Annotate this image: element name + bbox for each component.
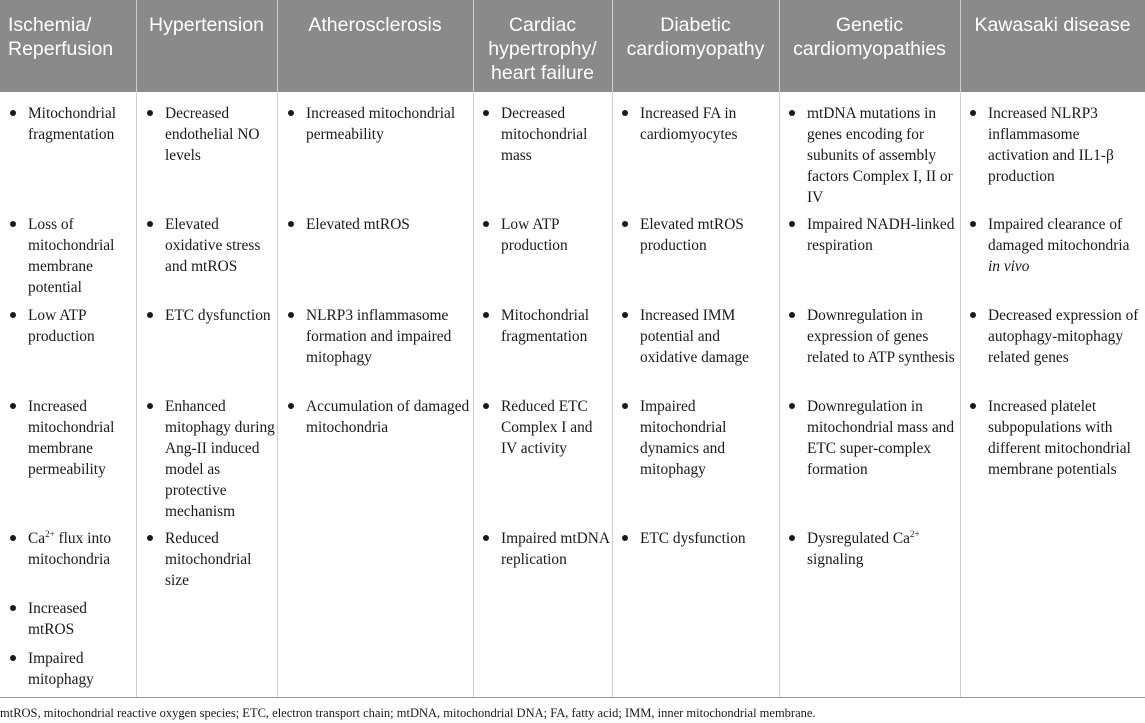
list-item: Downregulation in mitochondrial mass and ETC super-complex formation [789,396,957,480]
header-hypertension: Hypertension [149,14,264,36]
list-item: Low ATP production [483,214,610,256]
list-item: Increased mitochondrial permeability [288,103,470,145]
list-item: Impaired clearance of damaged mitochondria in vivo [970,214,1142,277]
list-item: ETC dysfunction [622,528,772,549]
list-item: $Ca^{2+}$ flux into mitochondria [10,528,134,570]
list-item: Decreased mitochondrial mass [483,103,610,166]
list-item: Increased platelet subpopulations with different mitochondrial membrane potentials [970,396,1142,480]
list-item: Mitochondrial fragmentation [10,103,134,145]
list-item: Elevated mtROS [288,214,470,235]
column-divider [779,0,780,697]
list-item: Elevated mtROS production [622,214,772,256]
list-item: Increased mitochondrial membrane permeability [10,396,134,480]
list-item: Increased FA in cardiomyocytes [622,103,772,145]
table-bottom-rule [0,697,1145,698]
column-divider [960,0,961,697]
list-item: Decreased endothelial NO levels [147,103,275,166]
list-item: Low ATP production [10,305,134,347]
column-divider [277,0,278,697]
list-item: Impaired NADH-linked respiration [789,214,957,256]
list-item: Reduced ETC Complex I and IV activity [483,396,610,459]
header-ischemia: Ischemia/ Reperfusion [8,14,114,60]
list-item: Increased IMM potential and oxidative damage [622,305,772,368]
header-kawasaki: Kawasaki disease [974,14,1131,36]
header-genetic-cardiomyopathies: Genetic cardiomyopathies [793,14,946,60]
list-item: Loss of mitochondrial membrane potential [10,214,134,298]
list-item: Elevated oxidative stress and mtROS [147,214,275,277]
table-footnote: mtROS, mitochondrial reactive oxygen species; ETC, electron transport chain; mtDNA, mitochondrial DNA; FA, fatty acid; IMM, inner mitochondrial membrane. [0,706,816,720]
list-item: ETC dysfunction [147,305,275,326]
list-item: Reduced mitochondrial size [147,528,275,591]
header-atherosclerosis: Atherosclerosis [308,14,442,36]
list-item: Increased NLRP3 inflammasome activation and IL1-β production [970,103,1142,187]
list-item: Impaired mitochondrial dynamics and mitophagy [622,396,772,480]
column-divider [473,0,474,697]
column-divider [612,0,613,697]
list-item: Increased mtROS [10,598,134,640]
list-item: NLRP3 inflammasome formation and impaired mitophagy [288,305,470,368]
list-item: Impaired mitophagy [10,648,134,690]
list-item: Mitochondrial fragmentation [483,305,610,347]
column-divider [136,0,137,697]
list-item: Decreased expression of autophagy-mitophagy related genes [970,305,1142,368]
list-item: Dysregulated $Ca^{2+}$ signaling [789,528,957,570]
list-item: mtDNA mutations in genes encoding for subunits of assembly factors Complex I, II or IV [789,103,957,208]
header-cardiac-hypertrophy: Cardiac hypertrophy/ heart failure [488,14,597,84]
list-item: Downregulation in expression of genes related to ATP synthesis [789,305,957,368]
list-item: Enhanced mitophagy during Ang-II induced model as protective mechanism [147,396,275,522]
list-item: Accumulation of damaged mitochondria [288,396,470,438]
list-item: Impaired mtDNA replication [483,528,610,570]
header-diabetic-cardiomyopathy: Diabetic cardiomyopathy [626,14,765,60]
